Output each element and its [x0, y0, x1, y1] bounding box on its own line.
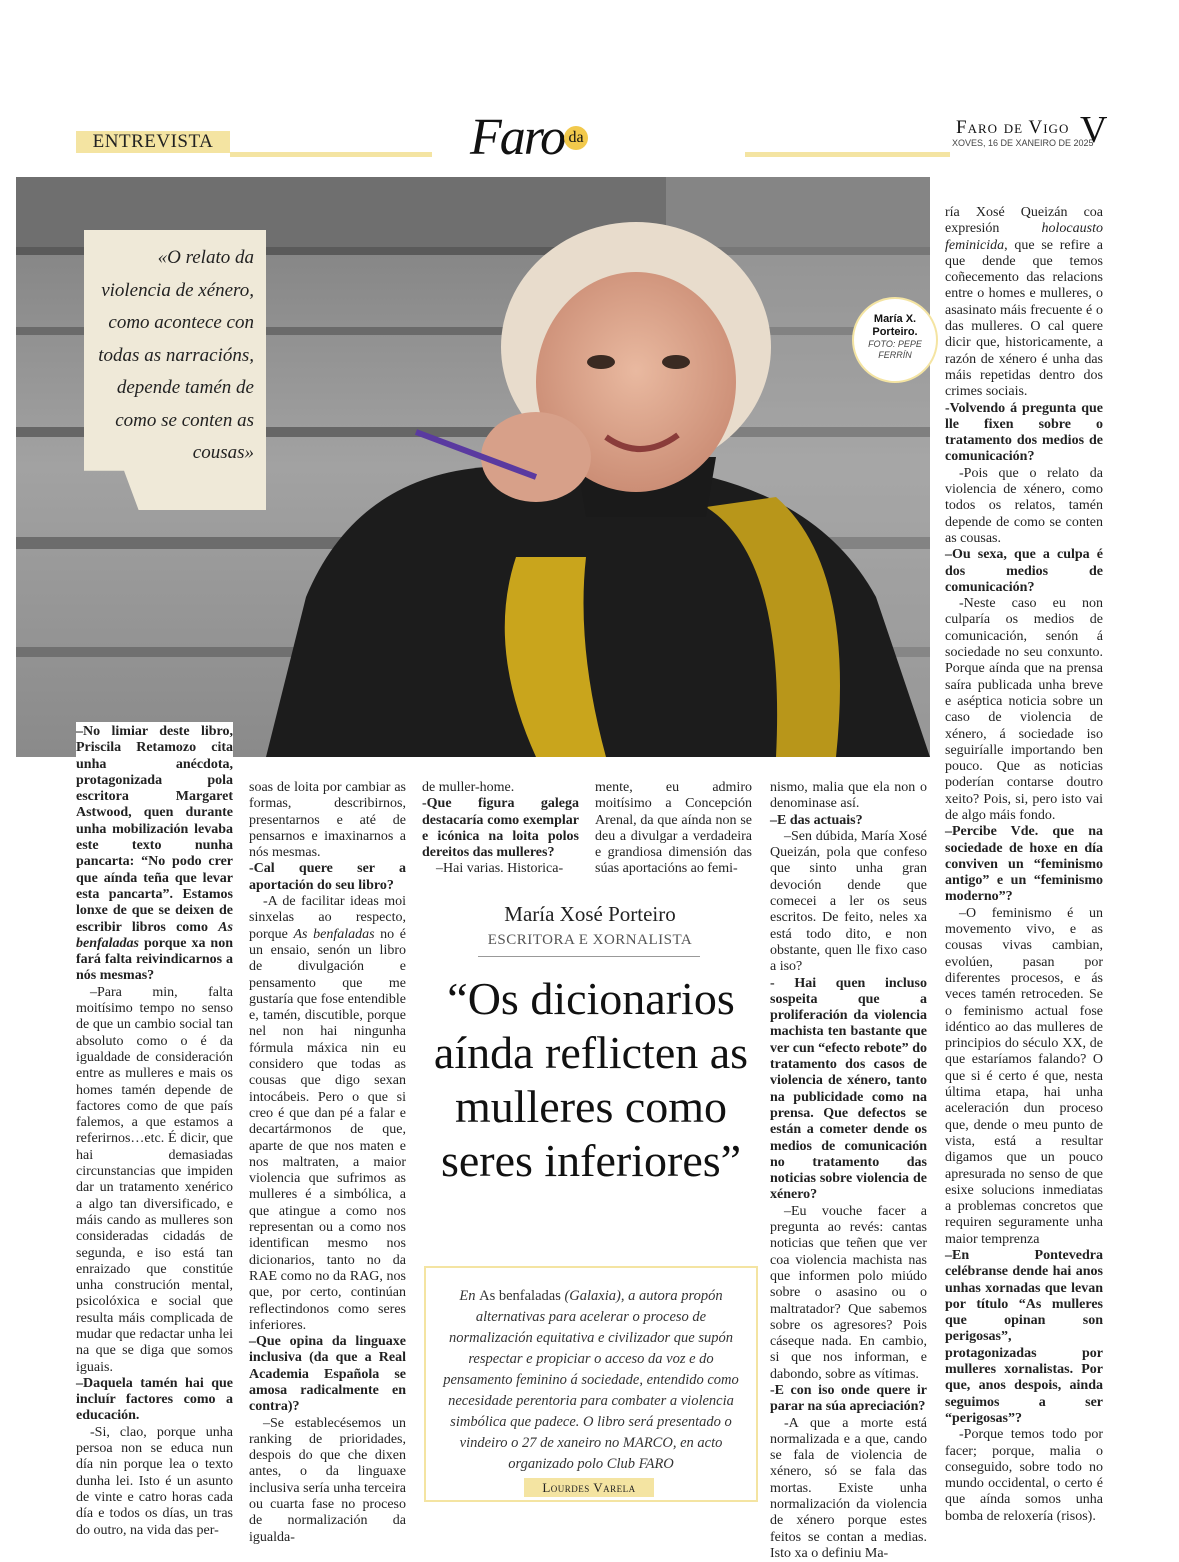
caption-credit-1: FOTO: PEPE [868, 339, 922, 349]
question-7: - Hai quen incluso sospeita que a proliferación da violencia machista ten bastante que ver cun “efecto rebote” do tratamento dos casos de violencia de xénero, tanto na publicidade como na prensa. Que defectos se están a cometer dende os medios de comunicación no tratamento das noticias sobre violencia de xénero? [770, 975, 927, 1203]
pull-quote: «O relato da violencia de xénero, como acontece con todas as narracións, depende tamén de como se conten as cousas» [98, 247, 254, 463]
answer-8-cont: ría Xosé Queizán coa expresión holocausto feminicida, que se refire a que dende que temos coñecemento das relacions entre o homes e mulleres, o asasinato máis frecuente é o das mulleres. O cal quere dicir que, historicamente, a razón de xénero é unha das máis repetidas dentro dos crimes sociais. [945, 205, 1103, 400]
question-8: -E con iso onde quere ir parar na súa apreciación? [770, 1382, 927, 1415]
question-11: –Percibe Vde. que na sociedade de hoxe en día conviven un “feminismo antigo” e un “feminismo moderno”? [945, 824, 1103, 905]
answer-6: –Sen dúbida, María Xosé Queizán, pola que confeso que sinto unha gran devoción dende que comecei a ler os seus escritos. De feito, neles xa está todo dito, e non obstante, quen lle fixo caso a iso? [770, 828, 927, 975]
photo-caption [852, 297, 938, 383]
caption-credit-2: FERRÍN [878, 350, 912, 360]
answer-10: -Neste caso eu non culparía os medios de comunicación, senón á sociedade no seu conxunto. Porque aínda que na prensa saíra publicada unha breve e aséptica noticia sobre un caso de violencia de xénero, á sociedade iso seguiríalle importando ben pouco. Que as noticias poderían contarse doutro xeito? Pois, si, pero isto vai de algo máis fondo. [945, 596, 1103, 823]
headline-rule [478, 956, 700, 957]
answer-8: -A que a morte está normalizada e a que, cando se fala de violencia de xénero, só se fala das mortas. Existe unha normalización da violencia de xénero porque estes feitos se contan a medias. Isto xa o definiu Ma- [770, 1415, 927, 1561]
newspaper-name: Faro de Vigo [956, 117, 1070, 138]
answer-1: –Para min, falta moitísimo tempo no senso de que un cambio social tan absoluto como o é da igualdade de consideración entre as mulleres e mais os homes tamén depende de factores como de que país falemos, a que estamos a referirnos…etc. É dicir, que hai demasiadas circunstancias que impiden dar un tratamento xenérico a algo tan diversificado, e máis cando as mulleres son consideradas cidadás de segunda, e iso está tan enraizado que constitúe unha construción mental, psicolóxica e social que resulta máis complicada de mudar que redactar unha lei na que se diga que somos iguais. [76, 984, 233, 1375]
question-12: –En Pontevedra celébranse dende hai anos unhas xornadas que levan por título “As mulleres que opinan son perigosas”, protagonizadas por mulleres xornalistas. Por que, anos despois, ainda seguimos a ser “perigosas”? [945, 1248, 1103, 1426]
answer-5: –Hai varias. Historica- [436, 861, 564, 877]
answer-2-cont: soas de loita por cambiar as formas, describirnos, presentarnos e até de pensarnos e imaxinarnos a nós mesmas. [249, 780, 406, 861]
answer-4: –Se establecésemos un ranking de prioridades, despois do que che dixen antes, o da linguaxe inclusiva sería unha terceira ou cuarta fase no proceso de normalización da igualda- [249, 1415, 406, 1545]
summary-text: En As benfaladas (Galaxia), a autora propón alternativas para acelerar o proceso de normalización equitativa e civilizador que supón respectar e propiciar o acceso da voz e do pensamento feminino á sociedade, entendido como necesidade perentoria para combater a violencia simbólica que padece. O libro será presentado o vindeiro o 27 de xaneiro no MARCO, en acto organizado polo Club FARO [443, 1288, 739, 1472]
answer-2: -Si, clao, porque unha persoa non se educa nun día nin porque lea o texto dunha lei. Isto é un asunto de vinte e catro horas cada día e todos os días, un tras do outro, na vida das per- [76, 1424, 233, 1538]
answer-9: -Pois que o relato da violencia de xénero, como todos os relatos, tamén depende de como se conten as cousas. [945, 465, 1103, 546]
column-5 [770, 780, 927, 1562]
question-5: -Que figura galega destacaría como exemplar e icónica na loita polos dereitos das mulleres? [422, 796, 579, 861]
question-4: –Que opina da linguaxe inclusiva (da que a Real Academia Española se amosa radicalmente en contra)? [249, 1334, 406, 1415]
interviewee-role: ESCRITORA E XORNALISTA [487, 932, 693, 948]
answer-7: –Eu vouche facer a pregunta ao revés: cantas noticias que teñen que ver coa violencia machista nas que informen polo miúdo sobre o asasino ou o maltratador? Que sabemos sobre os agresores? Pois cáseque nada. En cambio, si que nos informan, e dabondo, sobre as vítimas. [770, 1203, 927, 1382]
header-rule-right [745, 152, 950, 157]
byline: Lourdes Varela [524, 1478, 654, 1497]
column-3 [422, 780, 579, 878]
column-2 [249, 780, 406, 1546]
answer-5-end: nismo, malia que ela non o denominase así. [770, 780, 927, 812]
page-number: V [1080, 109, 1108, 151]
question-1: –No limiar deste libro, Priscila Retamozo cita unha anécdota, protagonizada pola escritora Margaret Astwood, quen durante unha mobilización levaba este texto nunha pancarta: “No podo crer que aínda teña que levar esta pancarta”. Estamos lonxe de que se deixen de escribir libros como As benfaladas porque xa non fará falta reivindicarnos a nós mesmas? [76, 724, 233, 984]
column-1 [76, 722, 233, 1539]
column-4 [595, 780, 752, 878]
answer-3: -A de facilitar ideas moi sinxelas ao respecto, porque As benfaladas no é un ensaio, senón un libro de divulgación e pensamento que me gustaría que fose entendible e, tamén, discutible, porque nel non hai ningunha fórmula máxica nin eu considero que todas as cousas que digo sexan intocábeis. Pero o que si creo é que dan pé a falar e decartármonos de que, aparte de que nos maten e nos maltraten, a maior violencia que sufrimos as mulleres é a simbólica, a que atingue a como nos representan ou a como nos identifican mesmo nos dicionarios, tanto no da RAE como no da RAG, nos que, por certo, continúan reflectindonos como seres inferiores. [249, 894, 406, 1333]
header-rule-left [230, 152, 432, 157]
answer-4-cont: de muller-home. [422, 780, 515, 795]
question-3: -Cal quere ser a aportación do seu libro? [249, 861, 406, 893]
column-6 [945, 205, 1103, 1525]
answer-11: –O feminismo é un movemento vivo, e as cousas vivas cambian, evolúen, pasan por diferentes procesos, e ás veces tamén retroceden. Se o feminismo actual fose idéntico ao das mulleres de principios do século XX, de que estaríamos falando? O que si é certo é que, nesta última etapa, hai unha aceleración dun proceso que, dende o meu punto de vista, está a resultar digamos que un pouco apresurada no senso de que esixe solucions inmediatas a problemas concretos que requiren seguramente unha maior temprenza [945, 905, 1103, 1247]
caption-name-2: Porteiro. [872, 326, 918, 338]
question-6: –E das actuais? [770, 812, 863, 828]
question-9: -Volvendo á pregunta que lle fixen sobre o tratamento dos medios de comunicación? [945, 400, 1103, 465]
answer-5-cont: mente, eu admiro moitísimo a Concepción Arenal, da que aínda non se deu a divulgar a verdadeira e grandiosa dimensión das súas aportacións ao femi- [595, 780, 752, 877]
headline: “Os dicionarios aínda reflicten as mulleres como seres inferiores” [433, 973, 749, 1186]
question-2: –Daquela tamén hai que incluír factores como a educación. [76, 1375, 233, 1424]
section-label: ENTREVISTA [76, 131, 230, 153]
masthead-logo: Faro da [470, 108, 710, 168]
issue-date: XOVES, 16 DE XANEIRO DE 2025 [952, 138, 1094, 148]
masthead-da-badge: da [564, 126, 588, 150]
answer-12: -Porque temos todo por facer; porque, malia o conseguido, sobre todo no mundo occidental, o certo é que aínda somos unha bomba de reloxería (risos). [945, 1427, 1103, 1524]
question-10: –Ou sexa, que a culpa é dos medios de comunicación? [945, 547, 1103, 595]
caption-name-1: María X. [873, 313, 917, 325]
interviewee-name: María Xosé Porteiro [504, 902, 676, 926]
